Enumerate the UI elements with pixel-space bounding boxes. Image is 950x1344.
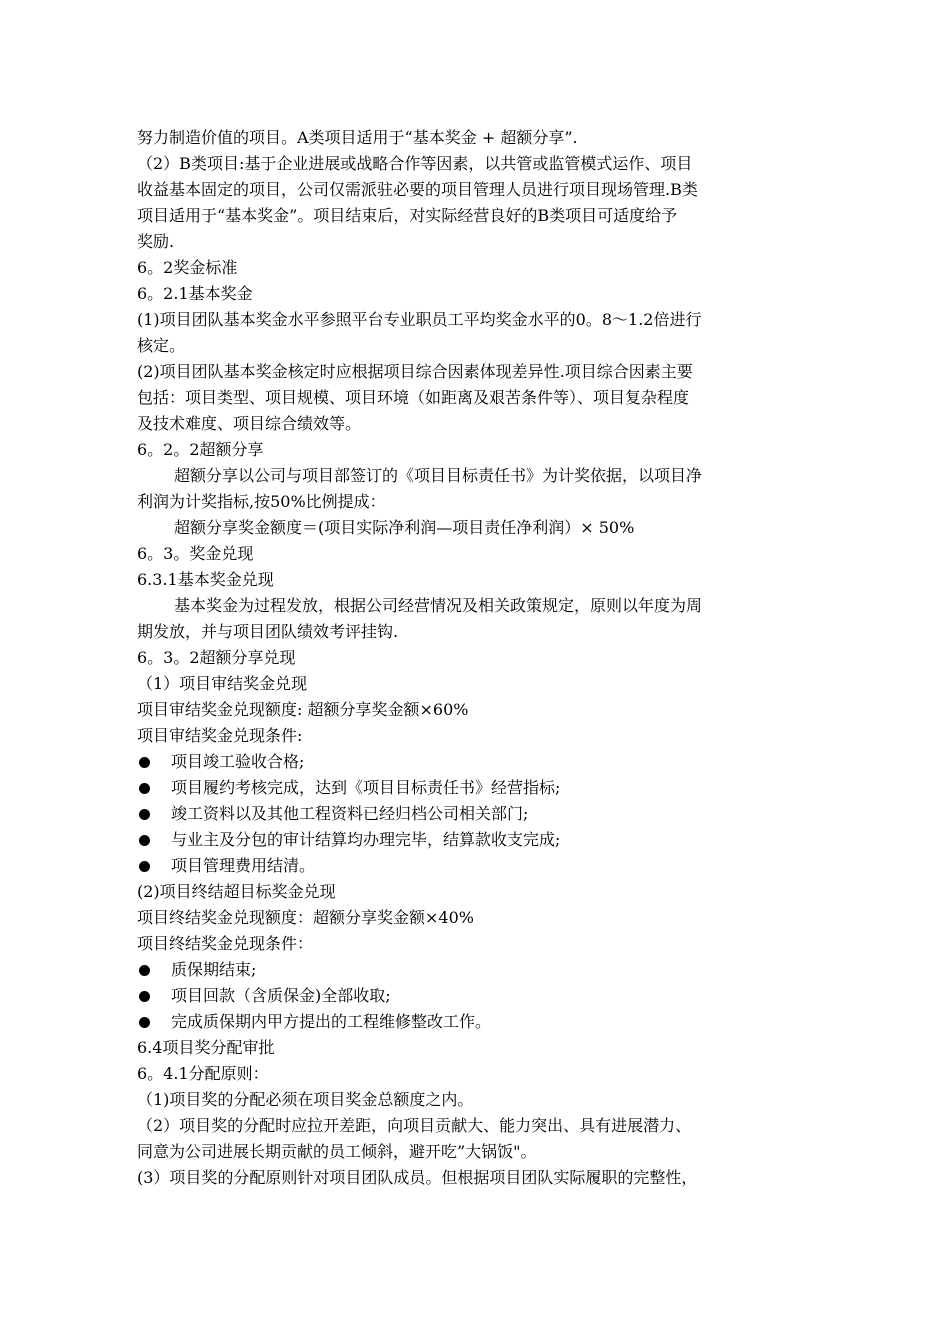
text-line: 项目适用于“基本奖金”。项目结束后，对实际经营良好的B类项目可适度给予 bbox=[137, 206, 678, 225]
list-item-text: 完成质保期内甲方提出的工程维修整改工作。 bbox=[171, 1012, 492, 1031]
bullet-icon bbox=[139, 809, 150, 820]
list-item bbox=[137, 983, 817, 1009]
text-line: (2)项目团队基本奖金核定时应根据项目综合因素体现差异性.项目综合因素主要 bbox=[137, 362, 693, 381]
text-line: （2）B类项目:基于企业进展或战略合作等因素，以共管或监管模式运作、项目 bbox=[137, 154, 693, 173]
bullet-icon bbox=[139, 757, 150, 768]
text-line: （1）项目审结奖金兑现 bbox=[137, 674, 308, 693]
list-item bbox=[137, 1009, 817, 1035]
text-line: 项目终结奖金兑现条件： bbox=[137, 934, 314, 953]
list-item bbox=[137, 749, 817, 775]
text-line: 项目审结奖金兑现条件: bbox=[137, 726, 303, 745]
text-line: 努力制造价值的项目。A类项目适用于“基本奖金 + 超额分享”. bbox=[137, 128, 578, 147]
bullet-icon bbox=[139, 861, 150, 872]
text-line: 利润为计奖指标,按50%比例提成： bbox=[137, 492, 386, 511]
text-line: 超额分享以公司与项目部签订的《项目目标责任书》为计奖依据，以项目净 bbox=[174, 466, 703, 485]
list-item bbox=[137, 801, 817, 827]
text-line: 项目审结奖金兑现额度: 超额分享奖金额×60% bbox=[137, 700, 469, 719]
text-line: 项目终结奖金兑现额度：超额分享奖金额×40% bbox=[137, 908, 474, 927]
section-heading: 6.4项目奖分配审批 bbox=[137, 1038, 275, 1057]
text-line: 同意为公司进展长期贡献的员工倾斜，避开吃”大锅饭"。 bbox=[137, 1142, 537, 1161]
bullet-icon bbox=[139, 1017, 150, 1028]
list-item bbox=[137, 827, 817, 853]
text-line: 期发放，并与项目团队绩效考评挂钩. bbox=[137, 622, 399, 641]
document-body bbox=[137, 125, 817, 1191]
text-line: (1)项目团队基本奖金水平参照平台专业职员工平均奖金水平的0。8～1.2倍进行 bbox=[137, 310, 702, 329]
subsection-heading: 6。3。2超额分享兑现 bbox=[137, 648, 296, 667]
bullet-icon bbox=[139, 965, 150, 976]
bullet-icon bbox=[139, 991, 150, 1002]
section-heading: 6。3。奖金兑现 bbox=[137, 544, 254, 563]
formula-line: 超额分享奖金额度＝(项目实际净利润—项目责任净利润）× 50% bbox=[174, 518, 635, 537]
list-item-text: 项目管理费用结清。 bbox=[171, 856, 316, 875]
text-line: 奖励. bbox=[137, 232, 175, 251]
list-item bbox=[137, 957, 817, 983]
list-item-text: 项目回款（含质保金)全部收取; bbox=[171, 986, 391, 1005]
text-line: 核定。 bbox=[137, 336, 186, 355]
subsection-heading: 6。2.1基本奖金 bbox=[137, 284, 253, 303]
text-line: (3）项目奖的分配原则针对项目团队成员。但根据项目团队实际履职的完整性， bbox=[137, 1168, 698, 1187]
subsection-heading: 6。2。2超额分享 bbox=[137, 440, 264, 459]
text-line: 收益基本固定的项目，公司仅需派驻必要的项目管理人员进行项目现场管理.B类 bbox=[137, 180, 698, 199]
list-item-text: 竣工资料以及其他工程资料已经归档公司相关部门; bbox=[171, 804, 529, 823]
list-item bbox=[137, 775, 817, 801]
list-item bbox=[137, 853, 817, 879]
list-item-text: 项目竣工验收合格; bbox=[171, 752, 305, 771]
text-line: 包括：项目类型、项目规模、项目环境（如距离及艰苦条件等）、项目复杂程度 bbox=[137, 388, 690, 407]
bullet-icon bbox=[139, 783, 150, 794]
subsection-heading: 6.3.1基本奖金兑现 bbox=[137, 570, 274, 589]
subsection-heading: 6。4.1分配原则： bbox=[137, 1064, 269, 1083]
list-item-text: 项目履约考核完成，达到《项目目标责任书》经营指标; bbox=[171, 778, 561, 797]
list-item-text: 质保期结束; bbox=[171, 960, 257, 979]
text-line: 基本奖金为过程发放，根据公司经营情况及相关政策规定，原则以年度为周 bbox=[174, 596, 703, 615]
text-line: 及技术难度、项目综合绩效等。 bbox=[137, 414, 362, 433]
bullet-icon bbox=[139, 835, 150, 846]
text-line: (2)项目终结超目标奖金兑现 bbox=[137, 882, 336, 901]
list-item-text: 与业主及分包的审计结算均办理完毕，结算款收支完成; bbox=[171, 830, 561, 849]
text-line: （1)项目奖的分配必须在项目奖金总额度之内。 bbox=[137, 1090, 474, 1109]
text-line: （2）项目奖的分配时应拉开差距，向项目贡献大、能力突出、具有进展潜力、 bbox=[137, 1116, 692, 1135]
section-heading: 6。2奖金标准 bbox=[137, 258, 238, 277]
